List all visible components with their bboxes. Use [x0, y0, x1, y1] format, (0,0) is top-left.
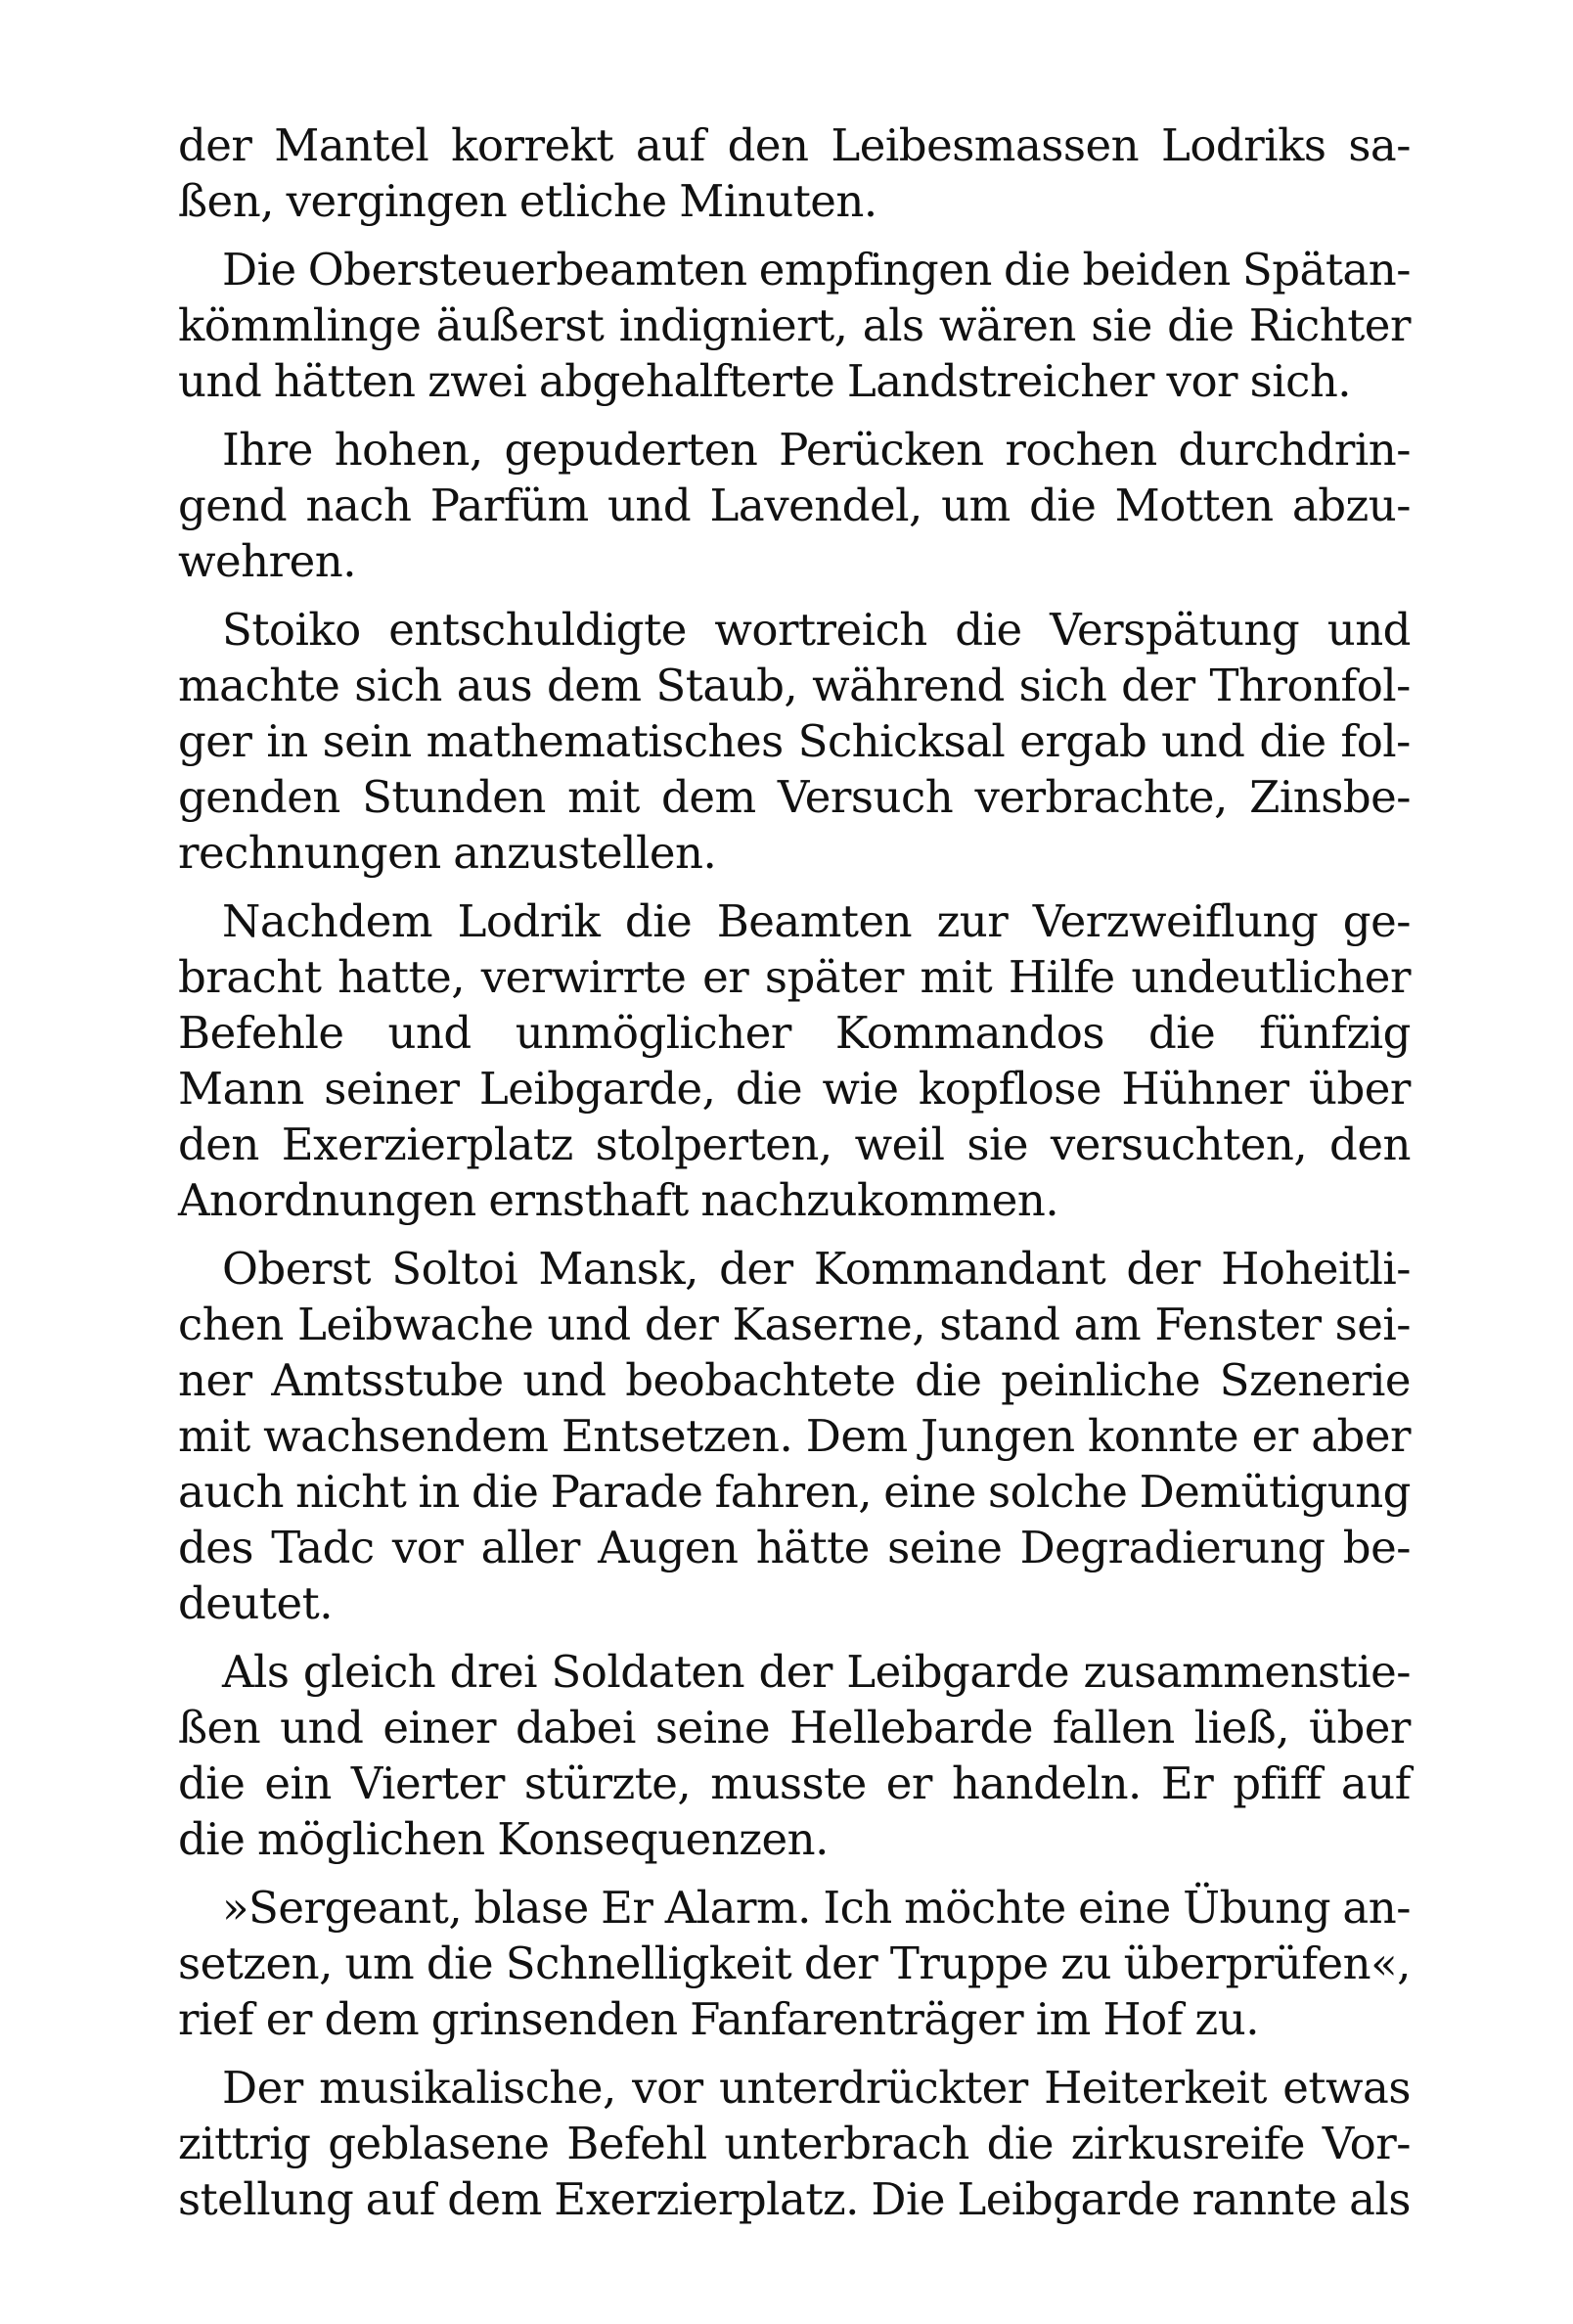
paragraph [178, 242, 1411, 409]
text-line: auch nicht in die Parade fahren, eine solche Demütigung [178, 1466, 1411, 1518]
text-line: ßen, vergingen etliche Minuten. [178, 175, 877, 227]
paragraph [178, 1644, 1411, 1867]
text-line: kömmlinge äußerst indigniert, als wären sie die Richter [178, 299, 1411, 351]
text-line: des Tadc vor aller Augen hätte seine Degradierung be- [178, 1522, 1411, 1573]
text-line: der Mantel korrekt auf den Leibesmassen Lodriks sa- [178, 119, 1411, 171]
text-line: rief er dem grinsenden Fanfarenträger im Hof zu. [178, 1993, 1259, 2045]
text-line: die möglichen Konsequenzen. [178, 1813, 829, 1865]
text-line: gend nach Parfüm und Lavendel, um die Motten abzu- [178, 479, 1411, 531]
paragraph [178, 1241, 1411, 1631]
text-line: deutet. [178, 1577, 334, 1629]
text-line: Oberst Soltoi Mansk, der Kommandant der Hoheitli- [222, 1243, 1411, 1295]
text-line: chen Leibwache und der Kaserne, stand am Fenster sei- [178, 1299, 1411, 1350]
text-line: ger in sein mathematisches Schicksal ergab und die fol- [178, 715, 1411, 767]
text-line: ßen und einer dabei seine Hellebarde fallen ließ, über [178, 1702, 1411, 1754]
text-line: rechnungen anzustellen. [178, 827, 717, 879]
text-line: Nachdem Lodrik die Beamten zur Verzweiflung ge- [222, 895, 1411, 947]
text-line: Der musikalische, vor unterdrückter Heiterkeit etwas [222, 2062, 1411, 2114]
text-line: stellung auf dem Exerzierplatz. Die Leibgarde rannte als [178, 2173, 1411, 2225]
text-line: Ihre hohen, gepuderten Perücken rochen durchdrin- [222, 424, 1411, 476]
text-line: Anordnungen ernsthaft nachzukommen. [178, 1174, 1059, 1226]
text-line: machte sich aus dem Staub, während sich der Thronfol- [178, 660, 1411, 711]
text-line: Mann seiner Leibgarde, die wie kopflose Hühner über [178, 1063, 1411, 1115]
text-line: Die Obersteuerbeamten empfingen die beiden Spätan- [222, 244, 1411, 296]
text-line: Befehle und unmöglicher Kommandos die fünfzig [178, 1007, 1411, 1059]
text-line: genden Stunden mit dem Versuch verbrachte, Zinsbe- [178, 771, 1411, 823]
paragraph [178, 422, 1411, 589]
text-line: bracht hatte, verwirrte er später mit Hilfe undeutlicher [178, 951, 1411, 1003]
text-line: ner Amtsstube und beobachtete die peinliche Szenerie [178, 1354, 1411, 1406]
text-line: »Sergeant, blase Er Alarm. Ich möchte eine Übung an- [222, 1882, 1411, 1934]
text-line: mit wachsendem Entsetzen. Dem Jungen konnte er aber [178, 1410, 1411, 1462]
paragraph [178, 2060, 1411, 2227]
text-line: und hätten zwei abgehalfterte Landstreicher vor sich. [178, 355, 1352, 407]
text-line: zittrig geblasene Befehl unterbrach die zirkusreife Vor- [178, 2118, 1411, 2169]
text-line: Als gleich drei Soldaten der Leibgarde zusammenstie- [222, 1646, 1411, 1698]
text-line: den Exerzierplatz stolperten, weil sie versuchten, den [178, 1118, 1411, 1170]
paragraph [178, 893, 1411, 1228]
paragraph [178, 117, 1411, 229]
body-text [178, 117, 1411, 2240]
text-line: die ein Vierter stürzte, musste er handeln. Er pfiff auf [178, 1757, 1411, 1809]
paragraph [178, 1880, 1411, 2047]
paragraph [178, 602, 1411, 881]
text-line: setzen, um die Schnelligkeit der Truppe zu überprüfen«, [178, 1937, 1411, 1989]
text-line: Stoiko entschuldigte wortreich die Verspätung und [222, 604, 1411, 656]
text-line: wehren. [178, 535, 357, 587]
